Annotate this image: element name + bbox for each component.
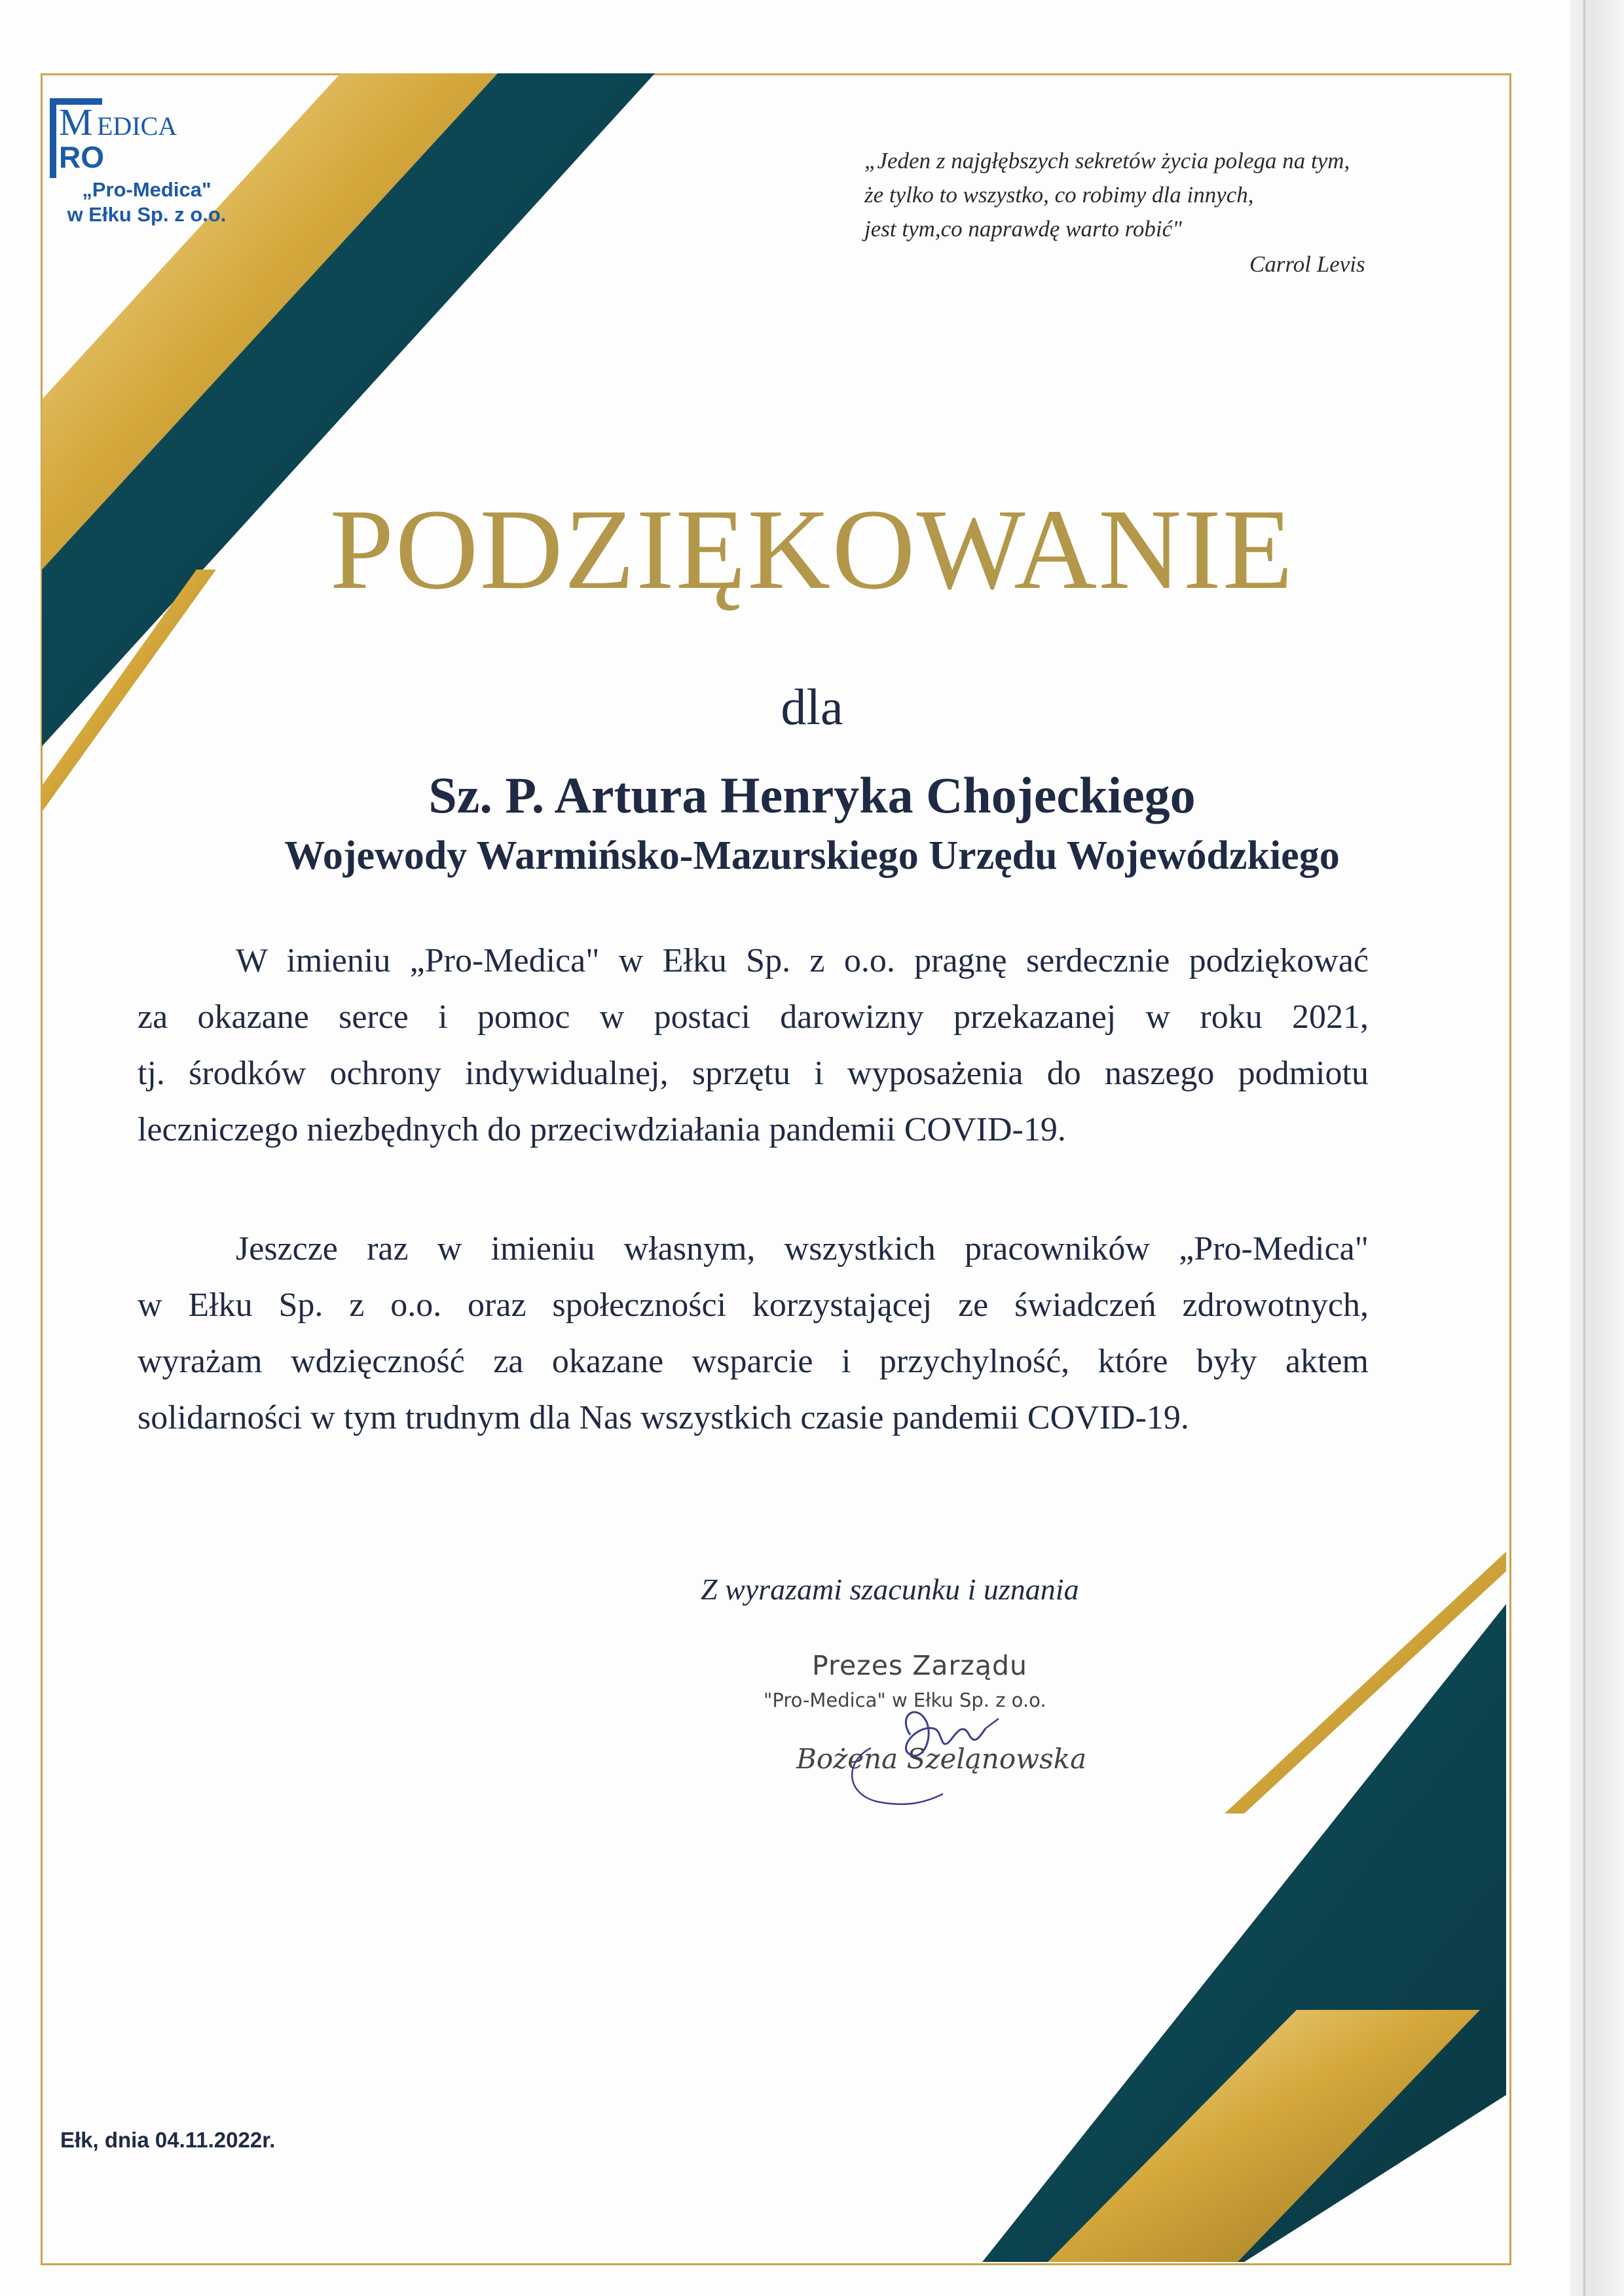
motto-quote (864, 144, 1454, 246)
paragraph-1 (138, 933, 1369, 1158)
certificate-title: PODZIĘKOWANIE (329, 486, 1295, 613)
handwritten-signature (819, 1689, 1028, 1813)
paragraph-line: Jeszcze raz w imieniu własnym, wszystkich pracowników „Pro-Medica" (236, 1230, 1369, 1267)
stamp-company: "Pro-Medica" w Ełku Sp. z o.o. (764, 1689, 1046, 1711)
svg-text:EDICA: EDICA (97, 111, 177, 141)
paragraph-line: za okazane serce i pomoc w postaci darowizny przekazanej w roku 2021, (138, 998, 1369, 1036)
organization-location: w Ełku Sp. z o.o. (67, 203, 227, 226)
paragraph-2 (138, 1221, 1369, 1446)
issue-date: Ełk, dnia 04.11.2022r. (60, 2128, 276, 2152)
stamp-role: Prezes Zarządu (812, 1650, 1028, 1681)
paragraph-line: leczniczego niezbędnych do przeciwdziałania pandemii COVID-19. (138, 1111, 1066, 1148)
paragraph-line: W imieniu „Pro-Medica" w Ełku Sp. z o.o. pragnę serdecznie podziękować (236, 942, 1369, 979)
svg-text:M: M (59, 101, 93, 143)
organization-logo (35, 94, 227, 226)
stamp-signer: Bożena Szeląnowska (796, 1743, 1087, 1775)
medica-pro-logo (35, 94, 196, 183)
svg-text:RO: RO (59, 140, 104, 174)
recipient-name: Sz. P. Artura Henryka Chojeckiego (428, 767, 1196, 824)
closing-phrase: Z wyrazami szacunku i uznania (701, 1573, 1079, 1606)
paragraph-line: wyrażam wdzięczność za okazane wsparcie i przychylność, które były aktem (138, 1343, 1369, 1380)
quote-line: że tylko to wszystko, co robimy dla innych, (864, 182, 1254, 208)
paragraph-line: tj. środków ochrony indywidualnej, sprzętu i wyposażenia do naszego podmiotu (138, 1055, 1369, 1092)
quote-line: „Jeden z najgłębszych sekretów życia polega na tym, (864, 148, 1350, 173)
for-label: dla (781, 678, 843, 735)
recipient-office: Wojewody Warmińsko-Mazurskiego Urzędu Wojewódzkiego (284, 833, 1340, 878)
quote-author: Carrol Levis (1249, 251, 1365, 277)
paragraph-line: solidarności w tym trudnym dla Nas wszystkich czasie pandemii COVID-19. (138, 1399, 1189, 1436)
quote-line: jest tym,co naprawdę warto robić" (864, 216, 1182, 242)
organization-name: „Pro-Medica" (82, 178, 212, 201)
paragraph-line: w Ełku Sp. z o.o. oraz społeczności korzystającej ze świadczeń zdrowotnych, (138, 1286, 1369, 1324)
